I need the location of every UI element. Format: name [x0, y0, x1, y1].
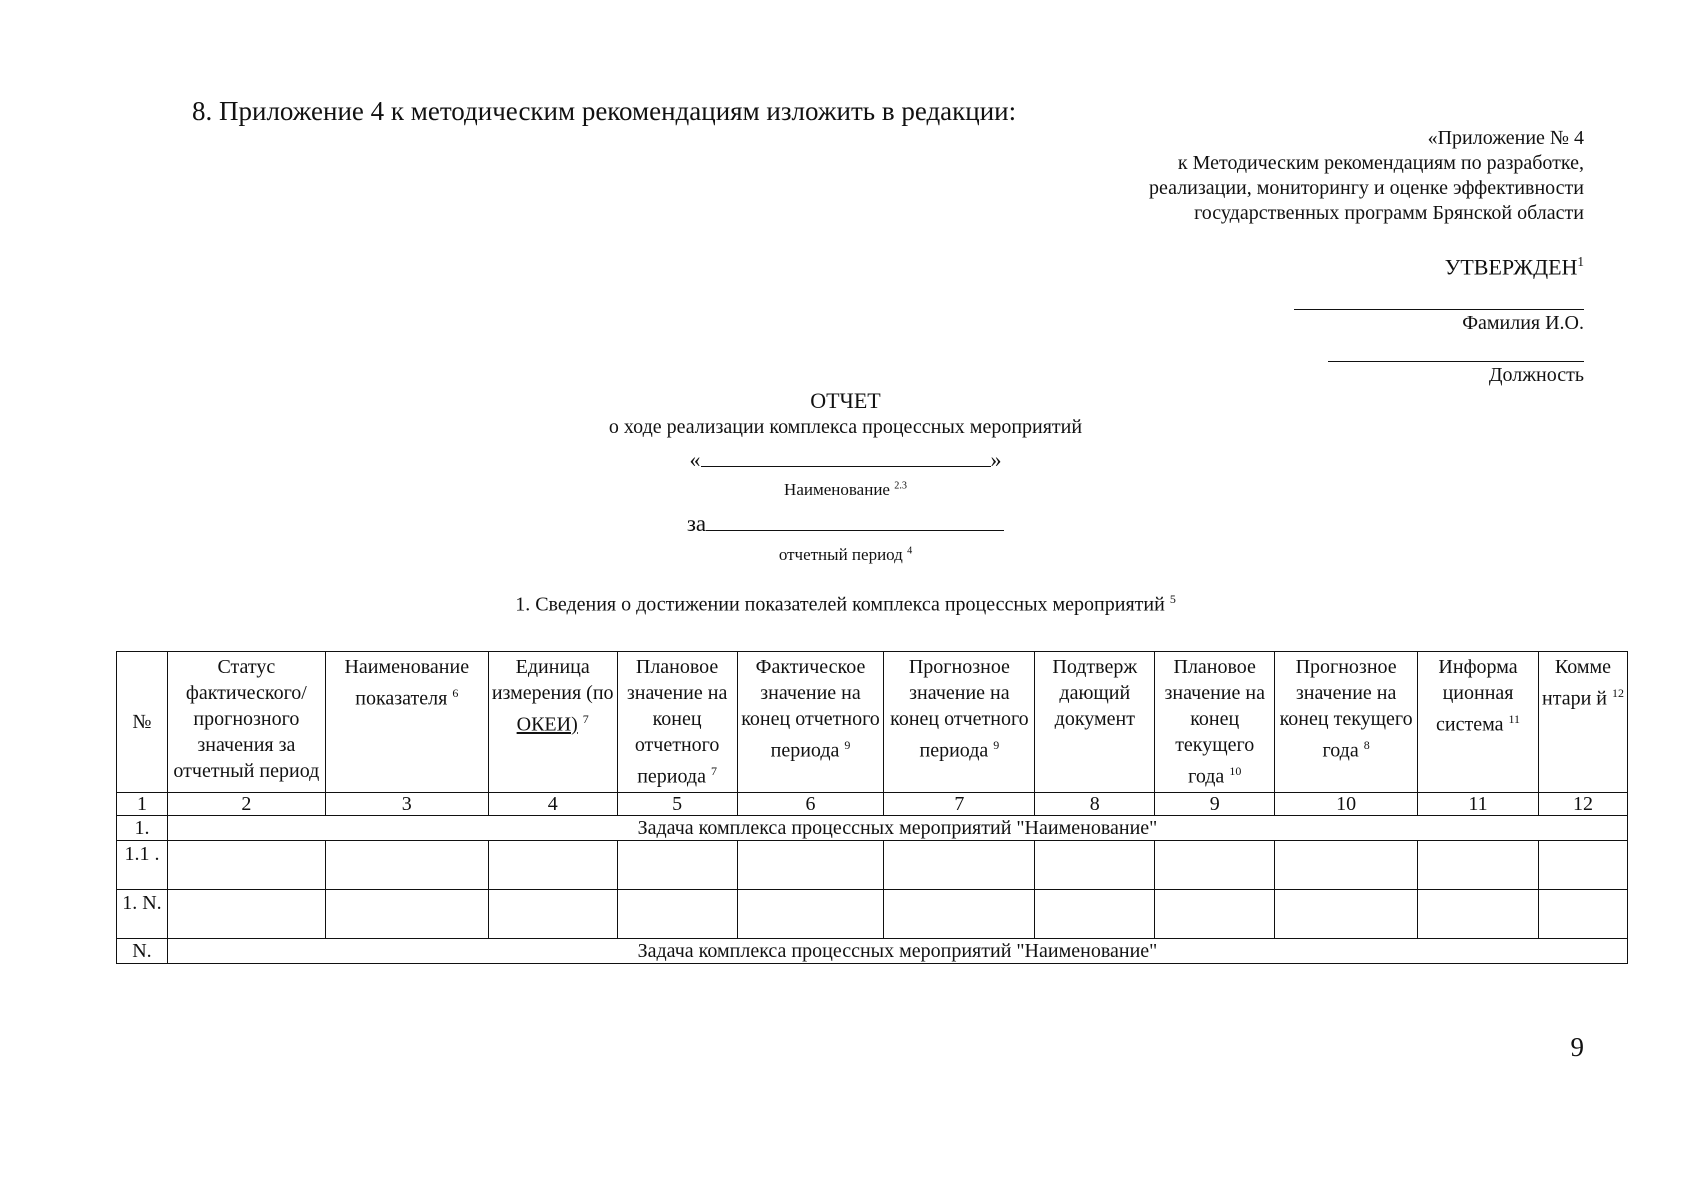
- appendix-line-2: к Методическим рекомендациям по разработке,: [1177, 152, 1584, 174]
- table-cell[interactable]: [1538, 889, 1627, 938]
- column-index: 2: [167, 792, 325, 815]
- period-blank: [706, 510, 1004, 531]
- table-cell[interactable]: [737, 889, 884, 938]
- task-row: [117, 815, 1628, 840]
- column-index: 12: [1538, 792, 1627, 815]
- row-number: 1. N.: [117, 889, 168, 938]
- table-row: [117, 840, 1628, 889]
- task-row: [117, 938, 1628, 963]
- table-cell[interactable]: [1035, 840, 1155, 889]
- section-heading: 8. Приложение 4 к методическим рекомендациям изложить в редакции:: [192, 96, 1017, 126]
- period-caption-text: отчетный период: [778, 545, 903, 564]
- column-index: 1: [117, 792, 168, 815]
- header-row: [117, 652, 1628, 793]
- za-label: за: [686, 511, 707, 536]
- table-cell[interactable]: [1418, 889, 1539, 938]
- section-footnote: 5: [1169, 592, 1176, 606]
- indicators-table: [116, 651, 1628, 964]
- position-caption: Должность: [1488, 364, 1584, 386]
- table-cell[interactable]: [884, 840, 1035, 889]
- header-info-system: Информа ционная система $^{11}$: [1418, 652, 1539, 793]
- appendix-line-1: «Приложение № 4: [1427, 127, 1584, 149]
- table-cell[interactable]: [1538, 840, 1627, 889]
- approval-footnote: 1: [1577, 254, 1584, 269]
- task-title: Задача комплекса процессных мероприятий "Наименование": [167, 938, 1627, 963]
- table-cell[interactable]: [167, 840, 325, 889]
- signature-position-line: [1328, 361, 1584, 362]
- report-title: ОТЧЕТ: [810, 388, 881, 413]
- name-footnote: 2.3: [894, 480, 907, 492]
- header-document: Подтверж дающий документ: [1035, 652, 1155, 793]
- row-number: 1.1 .: [117, 840, 168, 889]
- report-name-line: [0, 446, 1691, 473]
- table-cell[interactable]: [1418, 840, 1539, 889]
- table-cell[interactable]: [1275, 889, 1418, 938]
- column-index: 6: [737, 792, 884, 815]
- header-indicator-name: Наименование показателя $^6$: [325, 652, 488, 793]
- header-num: №: [117, 652, 168, 793]
- column-index: 10: [1275, 792, 1418, 815]
- table-cell[interactable]: [1275, 840, 1418, 889]
- report-name-caption: [0, 480, 1691, 500]
- column-index: 8: [1035, 792, 1155, 815]
- page-number: 9: [1570, 1032, 1584, 1062]
- approval-label-text: УТВЕРЖДЕН: [1444, 254, 1578, 280]
- period-footnote: 4: [907, 545, 913, 557]
- column-index: 5: [617, 792, 737, 815]
- row-number: 1.: [117, 815, 168, 840]
- open-quote: «: [689, 447, 701, 472]
- column-index: 7: [884, 792, 1035, 815]
- table-cell[interactable]: [167, 889, 325, 938]
- appendix-line-3: реализации, мониторингу и оценке эффективности: [1149, 177, 1584, 199]
- signature-name-line: [1294, 309, 1584, 310]
- table-cell[interactable]: [1155, 840, 1275, 889]
- table-cell[interactable]: [617, 840, 737, 889]
- header-forecast-period: Прогнозное значение на конец отчетного периода $^9$: [884, 652, 1035, 793]
- table-cell[interactable]: [1155, 889, 1275, 938]
- header-planned-period: Плановое значение на конец отчетного периода $^7$: [617, 652, 737, 793]
- name-caption-text: Наименование: [784, 480, 890, 499]
- column-index: 11: [1418, 792, 1539, 815]
- column-index: 3: [325, 792, 488, 815]
- report-subtitle: о ходе реализации комплекса процессных мероприятий: [608, 416, 1083, 438]
- close-quote: »: [990, 447, 1002, 472]
- header-comment: Комме нтари й $^{12}$: [1538, 652, 1627, 793]
- name-caption: Фамилия И.О.: [1462, 312, 1584, 334]
- appendix-line-4: государственных программ Брянской области: [1194, 202, 1584, 224]
- row-number: N.: [117, 938, 168, 963]
- table-cell[interactable]: [884, 889, 1035, 938]
- header-actual-period: Фактическое значение на конец отчетного периода $^9$: [737, 652, 884, 793]
- table-cell[interactable]: [617, 889, 737, 938]
- column-index: 4: [488, 792, 617, 815]
- name-blank: [701, 446, 991, 467]
- table-row: [117, 889, 1628, 938]
- header-planned-year: Плановое значение на конец текущего года $^{10}$: [1155, 652, 1275, 793]
- appendix-reference: [1024, 126, 1584, 226]
- report-period-line: [0, 510, 1691, 537]
- table-cell[interactable]: [737, 840, 884, 889]
- section-title: [200, 592, 1491, 617]
- column-index: 9: [1155, 792, 1275, 815]
- table-cell[interactable]: [488, 889, 617, 938]
- table-cell[interactable]: [325, 840, 488, 889]
- table-cell[interactable]: [325, 889, 488, 938]
- task-title: Задача комплекса процессных мероприятий "Наименование": [167, 815, 1627, 840]
- header-forecast-year: Прогнозное значение на конец текущего года $^8$: [1275, 652, 1418, 793]
- section-title-text: 1. Сведения о достижении показателей комплекса процессных мероприятий: [515, 593, 1165, 616]
- column-index-row: [117, 792, 1628, 815]
- header-unit: Единица измерения (по ОКЕИ) $^7$: [488, 652, 617, 793]
- table-cell[interactable]: [1035, 889, 1155, 938]
- report-period-caption: [0, 545, 1691, 565]
- approval-label: [1445, 254, 1584, 280]
- table-cell[interactable]: [488, 840, 617, 889]
- header-status: Статус фактического/ прогнозного значения за отчетный период: [167, 652, 325, 793]
